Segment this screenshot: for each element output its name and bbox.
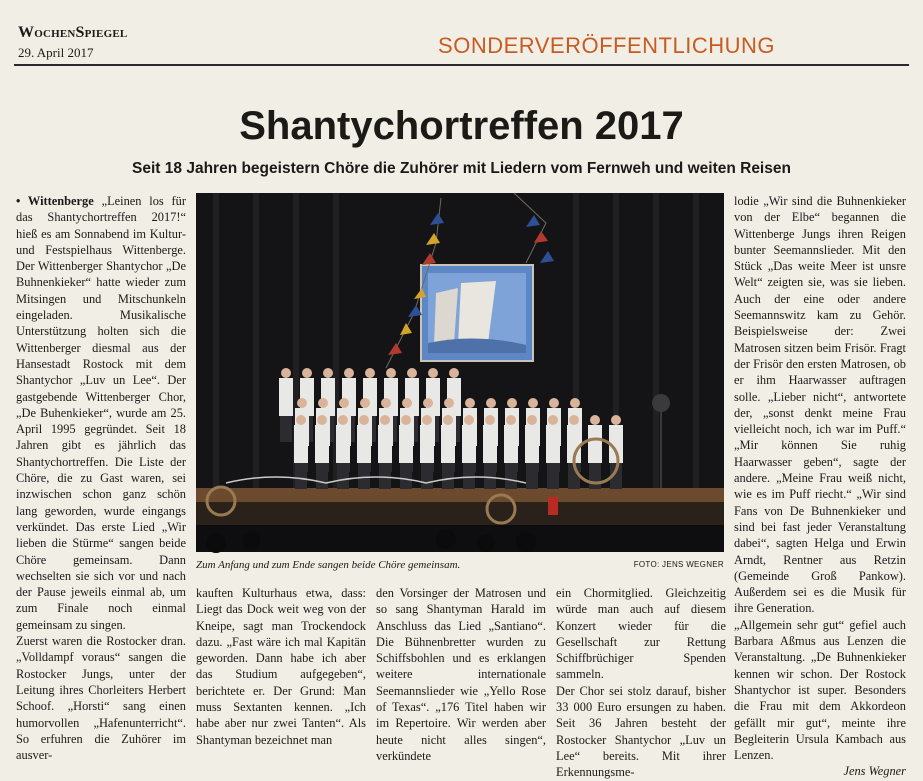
singer-figure: [336, 425, 350, 463]
singer-legs: [280, 416, 292, 442]
issue-date: 29. April 2017: [18, 45, 94, 60]
singer-head: [402, 398, 412, 408]
singer-head: [443, 415, 453, 425]
singer-head: [381, 398, 391, 408]
singer-figure: [483, 425, 497, 463]
singer-head: [465, 398, 475, 408]
singer-head: [428, 368, 438, 378]
singer-head: [569, 415, 579, 425]
singer-legs: [400, 463, 412, 489]
singer-head: [570, 398, 580, 408]
singer-figure: [546, 425, 560, 463]
singer-head: [360, 398, 370, 408]
singer-head: [611, 415, 621, 425]
article-column-4: [556, 585, 726, 780]
singer-head: [302, 368, 312, 378]
singer-head: [423, 398, 433, 408]
article-column-5: [734, 193, 906, 779]
singer-figure: [462, 425, 476, 463]
singer-figure: [378, 425, 392, 463]
singer-head: [401, 415, 411, 425]
singer-head: [422, 415, 432, 425]
singer-head: [317, 415, 327, 425]
singer-legs: [337, 463, 349, 489]
singer-legs: [442, 463, 454, 489]
article-column-1: [16, 193, 186, 763]
author-signature: Jens Wegner: [843, 764, 906, 779]
singer-figure: [294, 425, 308, 463]
singer-legs: [295, 463, 307, 489]
singer-head: [281, 368, 291, 378]
singer-head: [444, 398, 454, 408]
singer-legs: [316, 463, 328, 489]
singer-head: [507, 398, 517, 408]
singer-legs: [505, 463, 517, 489]
singer-figure: [357, 425, 371, 463]
singer-legs: [547, 463, 559, 489]
column-5-paragraph-1: lodie „Wir sind die Buhnenkieker von der Elbe“ begannen die Wittenberge Jungs ihren Reigen bunter Seemannslieder. Mit den Stück „Das weite Meer ist unsre Welt“ zeigten sie, was sie lieben. Auch der eine oder andere Seemannswitz kam zu Gehör. Beispielsweise der: Zwei Matrosen sitzen beim Frisör. Fragt der Frisör den ersten Matrosen, ob er ihm Haarwasser auftragen solle. „Lieber nicht“, antwortete der, „sonst denkt meine Frau vielleicht noch, ich war im Puff.“ „Mir können Sie ruhig Haarwasser geben“, sagte der andere. „Meine Frau weiß nicht, wie es im Puff riecht.“ „Wir sind Fans von De Buhnenkieker und sind bei fast jeder Veranstaltung dabei“, sagten Helga und Erwin Arndt, Rentner aus Retzin (Gemeinde Groß Pankow). Außerdem sei es die Musik für ihre Generation.: [734, 194, 906, 616]
singer-head: [485, 415, 495, 425]
singer-head: [407, 368, 417, 378]
singer-legs: [421, 463, 433, 489]
article-column-3: [376, 585, 546, 763]
singer-head: [380, 415, 390, 425]
singer-head: [359, 415, 369, 425]
singer-figure: [315, 425, 329, 463]
singer-figure: [279, 378, 293, 416]
singer-legs: [379, 463, 391, 489]
column-1-lead: „Leinen los für das Shantychortreffen 2017!“ hieß es am Sonnabend im Kultur- und Festspielhaus Wittenberge. Der Wittenberger Shantychor „De Buhnenkieker“ hatte wieder zum Mitsingen und Mitschunkeln eingeladen. Musikalische Unterstützung holten sich die Wittenberger diesmal aus der Hansestadt Rostock mit dem Shantychor „Luv un Lee“. Der gastgebende Wittenberger Chor, „De Buhenkieker“, wurde am 25. April 1995 gegründet. Seit 18 Jahren gibt es jährlich das Shantychortreffen. Die Liste der Chöre, die zu Gast waren, sei inzwischen schon ganz schön lang geworden, wurde eingangs verkündet. Das erste Lied „Wir lieben die Stürme“ sangen beide Chöre gemeinsam. Dann wechselten sie sich vor und nach der Pause jeweils einmal ab, um zum Finale noch einmal gemeinsam zu singen.: [16, 194, 186, 632]
column-3-text: den Vorsinger der Matrosen und so sang Shantyman Harald im Anschluss das Lied „Santiano“. Die Bühnenbretter wurden zu Schiffsbohlen und es erklangen weitere internationale Seemannslieder wie „Yello Rose of Texas“. „176 Titel haben wir im Repertoire. Wir werden aber heute nicht alles singen“, verkündete: [376, 586, 546, 763]
publication-name: WochenSpiegel: [18, 24, 128, 41]
singer-figure: [504, 425, 518, 463]
column-2-text: kauften Kulturhaus etwa, dass: Liegt das Dock weit weg von der Kneipe, sagt man Trockendock dazu. „Fast wäre ich mal Kapitän geworden. Dann habe ich aber das Studium aufgegeben“, berichtete er. Der Grund: Man muss Sextanten kennen. „Ich habe aber nur zwei Tanten“. Als Shantyman bezeichnet man: [196, 586, 366, 747]
singer-legs: [526, 463, 538, 489]
article-column-2: [196, 585, 366, 763]
choir-photo: [196, 193, 724, 552]
article-subheadline: Seit 18 Jahren begeistern Chöre die Zuhörer mit Liedern vom Fernweh und weiten Reisen: [132, 160, 791, 177]
dateline: • Wittenberge: [16, 194, 94, 208]
photo-credit: FOTO: JENS WEGNER: [633, 560, 724, 569]
column-5-paragraph-2: „Allgemein sehr gut“ gefiel auch Barbara Aßmus aus Lenzen die Veranstaltung. „De Buhnenkieker kennen wir schon. Der Rostock Shantychor ist super. Besonders die Frau mit dem Akkordeon gefällt mir gut“, meinte ihre Begleiterin Ursula Kambach aus Lenzen.: [734, 617, 906, 763]
singer-head: [464, 415, 474, 425]
singer-figure: [399, 425, 413, 463]
singer-legs: [589, 463, 601, 489]
singer-figure: [588, 425, 602, 463]
singer-head: [323, 368, 333, 378]
singer-legs: [358, 463, 370, 489]
masthead: [0, 0, 923, 66]
singer-head: [506, 415, 516, 425]
singer-head: [449, 368, 459, 378]
singer-figure: [420, 425, 434, 463]
photo-caption: Zum Anfang und zum Ende sangen beide Chöre gemeinsam.: [196, 559, 461, 571]
singer-legs: [463, 463, 475, 489]
masthead-rule: [14, 64, 909, 66]
singer-head: [365, 368, 375, 378]
singer-head: [296, 415, 306, 425]
singer-head: [297, 398, 307, 408]
choir-stage-illustration: [196, 193, 724, 552]
singer-figure: [525, 425, 539, 463]
column-4-paragraph-2: Der Chor sei stolz darauf, bisher 33 000 Euro ersungen zu haben. Seit 36 Jahren besteht der Rostocker Shantychor „Luv un Lee“ bereits. Mit ihrer Erkennungsme-: [556, 683, 726, 780]
singer-head: [338, 415, 348, 425]
column-1-paragraph-2: Zuerst waren die Rostocker dran. „Volldampf voraus“ sangen die Rostocker Jungs, unter der Leitung ihres Chorleiters Herbert Schoof. „Horsti“ sang einen humorvollen „Hafenunterricht“. So erfuhren die Zuhörer im ausver-: [16, 634, 186, 763]
singer-head: [318, 398, 328, 408]
singer-head: [549, 398, 559, 408]
singer-head: [339, 398, 349, 408]
singer-head: [528, 398, 538, 408]
singer-head: [527, 415, 537, 425]
singer-head: [386, 368, 396, 378]
section-label: SONDERVERÖFFENTLICHUNG: [438, 33, 775, 58]
article-headline: Shantychortreffen 2017: [239, 104, 684, 148]
singer-figure: [441, 425, 455, 463]
singer-legs: [484, 463, 496, 489]
singer-head: [344, 368, 354, 378]
photo-caption-row: [196, 556, 724, 576]
column-4-paragraph-1: ein Chormitglied. Gleichzeitig würde man auch auf diesem Konzert wieder für die Gesellschaft zur Rettung Schiffbrüchiger Spenden sammeln.: [556, 586, 726, 682]
singer-head: [486, 398, 496, 408]
singer-head: [548, 415, 558, 425]
singer-head: [590, 415, 600, 425]
